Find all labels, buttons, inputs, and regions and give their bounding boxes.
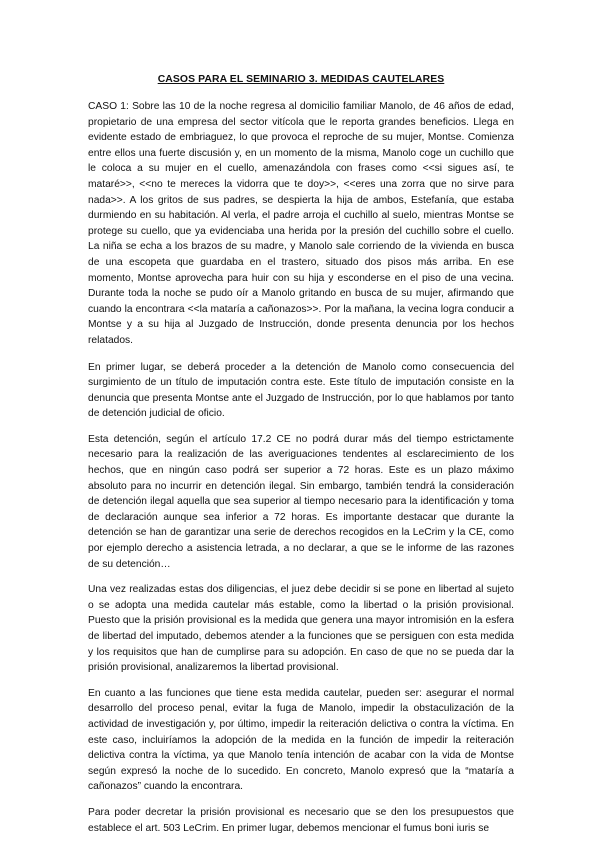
detention-duration-paragraph: Esta detención, según el artículo 17.2 CE no podrá durar más del tiempo estrictamente necesario para la realización de las averiguaciones tendentes al esclarecimiento de los hechos, que en ningún caso podrá ser superior a 72 horas. Este es un plazo máximo absoluto para no incurrir en detención ilegal. Sin embargo, también tendrá la consideración de detención ilegal aquella que sea superior al tiempo necesario para la identificación y toma de declaración aunque sea inferior a 72 horas. Es importante destacar que durante la detención se han de garantizar una serie de derechos recogidos en la LeCrim y la CE, como por ejemplo derecho a asistencia letrada, a no declarar, a que se le informe de las razones de su detención…	[88, 433, 514, 570]
requirements-paragraph: Para poder decretar la prisión provisional es necesario que se den los presupuestos que establece el art. 503 LeCrim. En primer lugar, debemos mencionar el fumus boni iuris se	[88, 806, 514, 834]
measure-functions-paragraph: En cuanto a las funciones que tiene esta medida cautelar, pueden ser: asegurar el normal desarrollo del proceso penal, evitar la fuga de Manolo, impedir la obstaculización de la actividad de investigación y, por último, impedir la reiteración delictiva o contra la víctima. En este caso, incluiríamos la adopción de la medida en la función de impedir la reiteración delictiva contra la víctima, ya que Manolo tenía intención de acabar con la vida de Montse según expresó la noche de lo sucedido. En concreto, Manolo expresó que la “mataría a cañonazos” cuando la encontrara.	[88, 687, 514, 793]
document-title: CASOS PARA EL SEMINARIO 3. MEDIDAS CAUTELARES	[157, 74, 445, 85]
case-statement-paragraph: CASO 1: Sobre las 10 de la noche regresa al domicilio familiar Manolo, de 46 años de edad, propietario de una empresa del sector vitícola que le reporta grandes beneficios. Llega en evidente estado de embriaguez, lo que provoca el reproche de su mujer, Montse. Comienza entre ellos una fuerte discusión y, en un momento de la misma, Manolo coge un cuchillo que le coloca a su mujer en el cuello, amenazándola con frases como <<si sigues así, te mataré>>, <<no te mereces la vidorra que te doy>>, <<eres una zorra que no sirve para nada>>. A los gritos de sus padres, se despierta la hija de ambos, Estefanía, que estaba durmiendo en su habitación. Al verla, el padre arroja el cuchillo al suelo, mientras Montse se protege su cuello, que ya evidenciaba una herida por la presión del cuchillo sobre el cuello. La niña se echa a los brazos de su madre, y Manolo sale corriendo de la vivienda en busca de una escopeta que guardaba en el trastero, situado dos pisos más arriba. En ese momento, Montse aprovecha para huir con su hija y esconderse en el piso de una vecina. Durante toda la noche se pudo oír a Manolo gritando en busca de su mujer, afirmando que cuando la encontrara <<la mataría a cañonazos>>. Por la mañana, la vecina logra conducir a Montse y a su hija al Juzgado de Instrucción, donde presenta denuncia por los hechos relatados.	[88, 101, 514, 346]
precautionary-measure-paragraph: Una vez realizadas estas dos diligencias, el juez debe decidir si se pone en libertad al sujeto o se adopta una medida cautelar más estable, como la libertad o la prisión provisional. Puesto que la prisión provisional es la medida que genera una mayor intromisión en la esfera de libertad del imputado, debemos atender a la funciones que se persiguen con esta medida y los requisitos que han de cumplirse para su adopción. En caso de que no se pueda dar la prisión provisional, analizaremos la libertad provisional.	[88, 584, 514, 674]
detention-paragraph: En primer lugar, se deberá proceder a la detención de Manolo como consecuencia del surgimiento de un título de imputación contra este. Este título de imputación consiste en la denuncia que presenta Montse ante el Juzgado de Instrucción, por lo que hablamos por tanto de detención judicial de oficio.	[88, 361, 514, 420]
document-page	[88, 74, 514, 846]
